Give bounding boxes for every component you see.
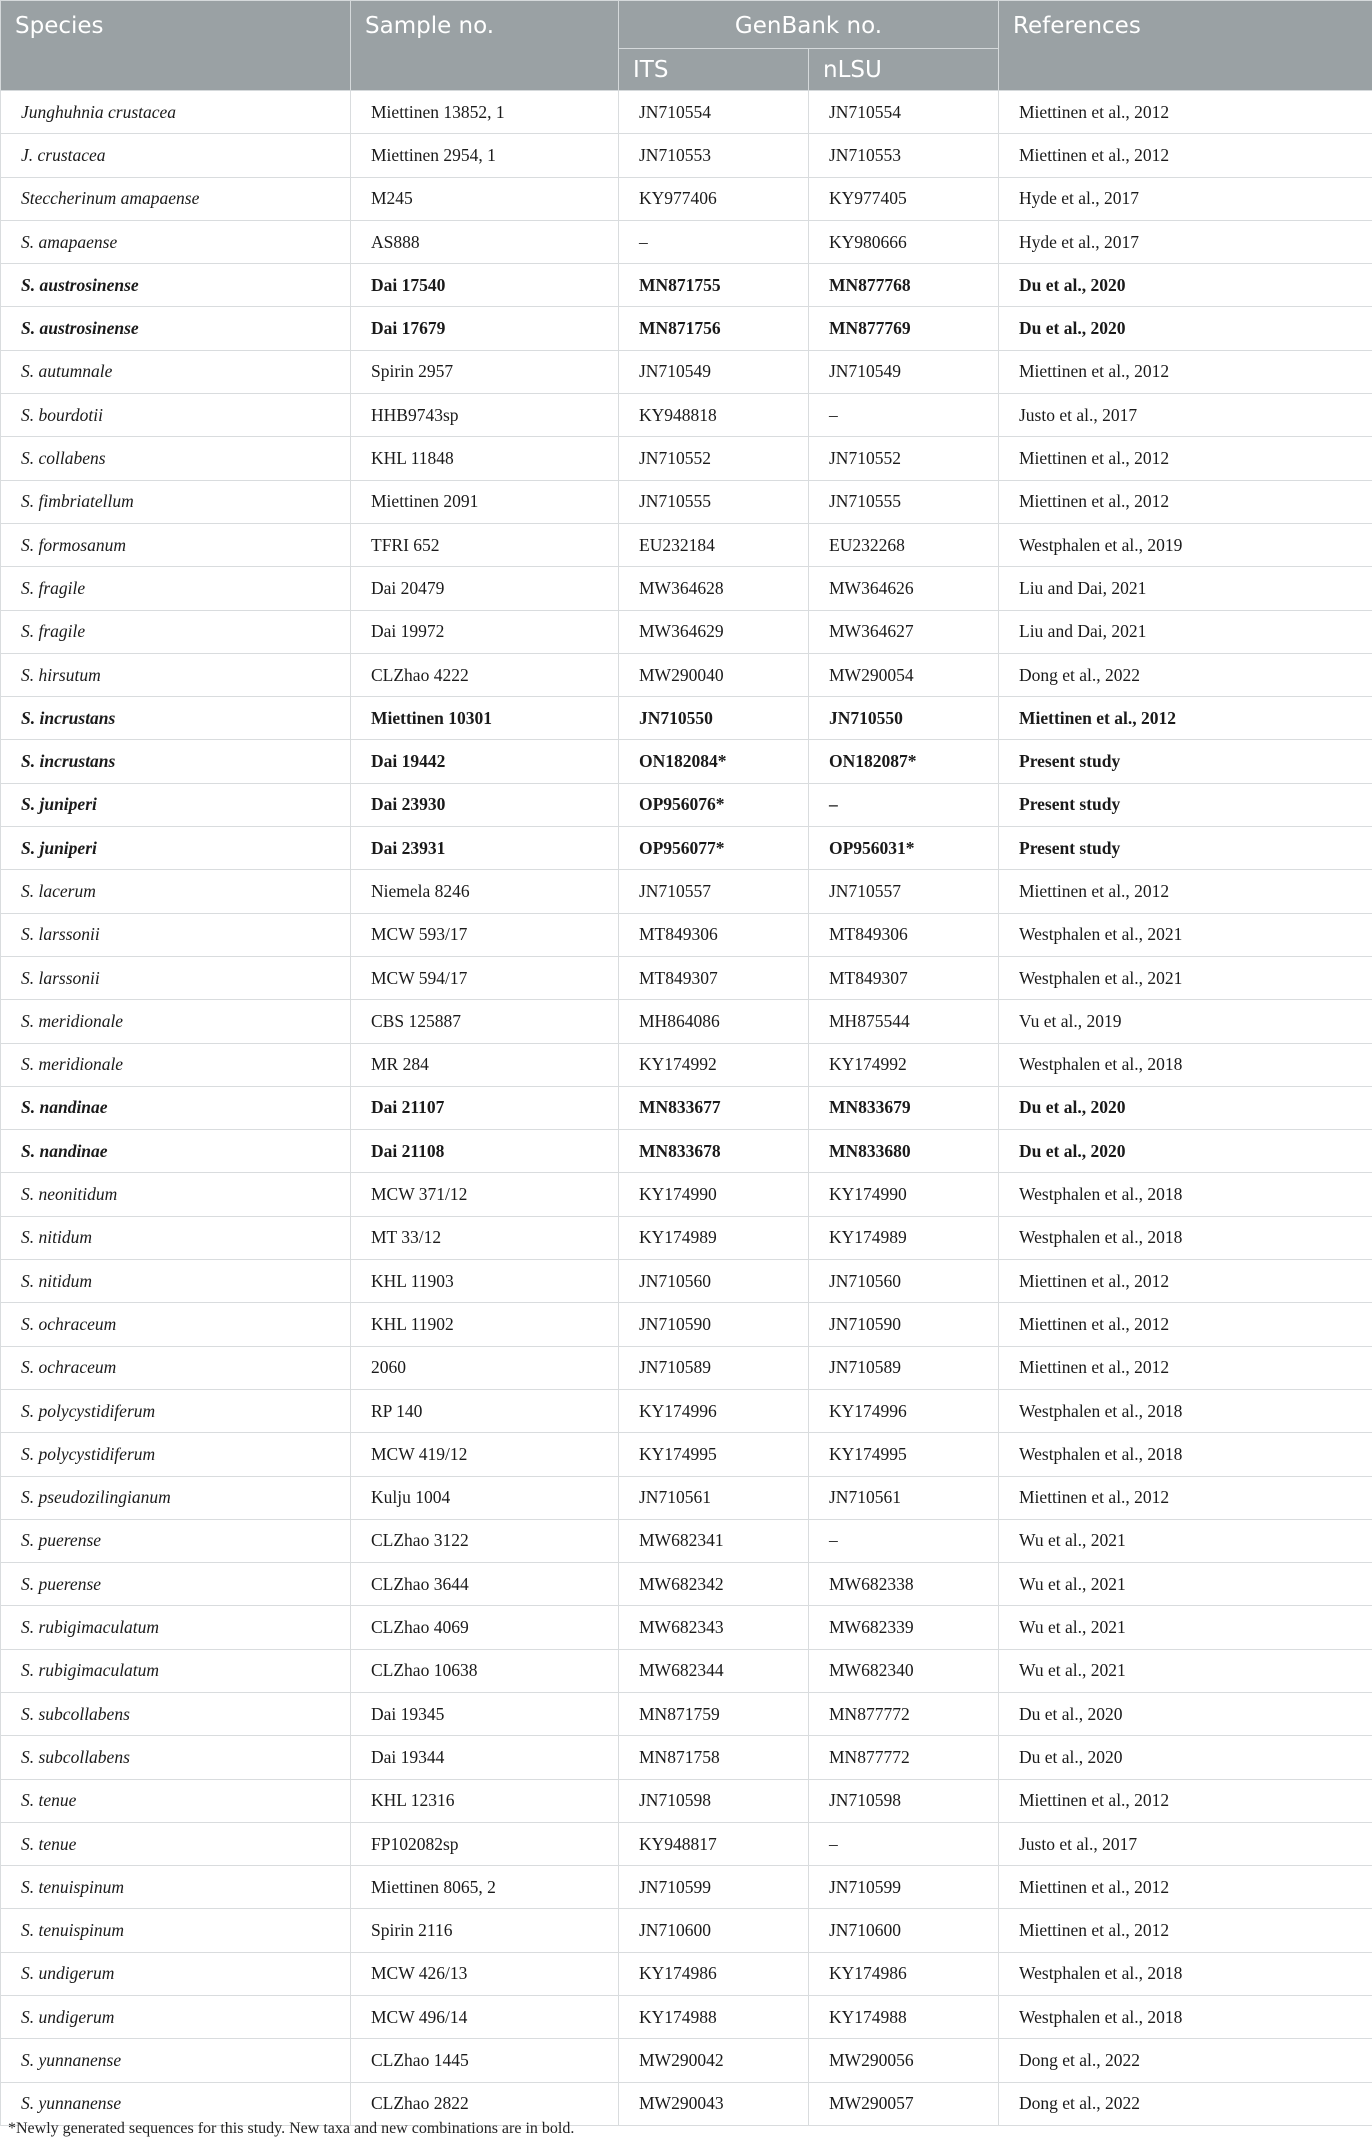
table-row [1,1260,1372,1303]
table-row [1,653,1372,696]
sample-cell: MT 33/12 [351,1216,619,1259]
reference-link[interactable]: Miettinen et al., 2012 [999,1346,1372,1389]
its-cell: JN710589 [619,1346,809,1389]
sample-cell: AS888 [351,220,619,263]
its-cell: MW682341 [619,1519,809,1562]
sample-cell: Dai 23931 [351,827,619,870]
its-cell: KY174992 [619,1043,809,1086]
nlsu-cell: KY174990 [809,1173,999,1216]
nlsu-cell: MN833679 [809,1086,999,1129]
sample-cell: Miettinen 2954, 1 [351,134,619,177]
its-cell: KY174988 [619,1996,809,2039]
table-row [1,827,1372,870]
nlsu-cell: EU232268 [809,523,999,566]
sample-cell: Dai 19345 [351,1692,619,1735]
species-cell: S. yunnanense [1,2039,351,2082]
reference-link[interactable]: Wu et al., 2021 [999,1606,1372,1649]
its-cell: MT849306 [619,913,809,956]
nlsu-cell: KY174988 [809,1996,999,2039]
sample-cell: CLZhao 1445 [351,2039,619,2082]
reference-link[interactable]: Justo et al., 2017 [999,1822,1372,1865]
sample-cell: MCW 594/17 [351,956,619,999]
table-row [1,1649,1372,1692]
its-cell: KY948817 [619,1822,809,1865]
table-row [1,1086,1372,1129]
species-cell: S. larssonii [1,913,351,956]
nlsu-cell: JN710599 [809,1866,999,1909]
its-cell: JN710549 [619,350,809,393]
species-cell: S. puerense [1,1563,351,1606]
reference-link[interactable]: Westphalen et al., 2018 [999,1043,1372,1086]
species-cell: S. collabens [1,437,351,480]
species-cell: S. juniperi [1,827,351,870]
species-cell: S. austrosinense [1,264,351,307]
header-nlsu: nLSU [809,49,999,91]
header-references: References [999,1,1372,91]
species-cell: S. hirsutum [1,653,351,696]
sample-cell: Spirin 2957 [351,350,619,393]
its-cell: KY174990 [619,1173,809,1216]
nlsu-cell: MW682338 [809,1563,999,1606]
its-cell: OP956077* [619,827,809,870]
reference-cell: Present study [999,740,1372,783]
table-row [1,1476,1372,1519]
its-cell: MW682344 [619,1649,809,1692]
its-cell: JN710560 [619,1260,809,1303]
reference-link[interactable]: Westphalen et al., 2018 [999,1433,1372,1476]
species-cell: S. nandinae [1,1086,351,1129]
its-cell: MW290042 [619,2039,809,2082]
nlsu-cell: KY174996 [809,1389,999,1432]
its-cell: MW290043 [619,2082,809,2125]
nlsu-cell: KY174995 [809,1433,999,1476]
its-cell: KY174995 [619,1433,809,1476]
its-cell: JN710553 [619,134,809,177]
reference-link[interactable]: Du et al., 2020 [999,1692,1372,1735]
species-cell: Junghuhnia crustacea [1,91,351,134]
reference-link[interactable]: Justo et al., 2017 [999,394,1372,437]
nlsu-cell: MW364626 [809,567,999,610]
reference-link[interactable]: Westphalen et al., 2018 [999,1216,1372,1259]
its-cell: MW290040 [619,653,809,696]
header-genbank: GenBank no. [619,1,999,49]
table-row [1,1519,1372,1562]
nlsu-cell: JN710549 [809,350,999,393]
its-cell: JN710561 [619,1476,809,1519]
nlsu-cell: ON182087* [809,740,999,783]
its-cell: MW364628 [619,567,809,610]
nlsu-cell: MT849307 [809,956,999,999]
sample-cell: Dai 17679 [351,307,619,350]
sample-cell: TFRI 652 [351,523,619,566]
its-cell: JN710550 [619,697,809,740]
species-cell: S. rubigimaculatum [1,1606,351,1649]
species-cell: S. tenue [1,1822,351,1865]
reference-link[interactable]: Miettinen et al., 2012 [999,134,1372,177]
species-cell: Steccherinum amapaense [1,177,351,220]
its-cell: JN710552 [619,437,809,480]
its-cell: KY174989 [619,1216,809,1259]
nlsu-cell: MW682339 [809,1606,999,1649]
reference-link[interactable]: Dong et al., 2022 [999,653,1372,696]
sample-cell: KHL 11903 [351,1260,619,1303]
its-cell: MW682342 [619,1563,809,1606]
table-row [1,1996,1372,2039]
table-row [1,1909,1372,1952]
header-sample: Sample no. [351,1,619,91]
species-cell: S. nitidum [1,1216,351,1259]
reference-link[interactable]: Wu et al., 2021 [999,1563,1372,1606]
nlsu-cell: MN877772 [809,1736,999,1779]
reference-link[interactable]: Miettinen et al., 2012 [999,1303,1372,1346]
nlsu-cell: JN710550 [809,697,999,740]
reference-link[interactable]: Dong et al., 2022 [999,2039,1372,2082]
reference-link[interactable]: Miettinen et al., 2012 [999,1260,1372,1303]
table-row [1,567,1372,610]
table-row [1,1216,1372,1259]
table-row [1,1173,1372,1216]
sample-cell: MCW 593/17 [351,913,619,956]
sample-cell: CLZhao 10638 [351,1649,619,1692]
species-cell: S. rubigimaculatum [1,1649,351,1692]
sample-cell: Niemela 8246 [351,870,619,913]
species-cell: S. neonitidum [1,1173,351,1216]
sample-cell: Spirin 2116 [351,1909,619,1952]
reference-link[interactable]: Hyde et al., 2017 [999,177,1372,220]
table-row [1,1433,1372,1476]
table-row [1,1563,1372,1606]
nlsu-cell: OP956031* [809,827,999,870]
table-row [1,913,1372,956]
its-cell: – [619,220,809,263]
reference-link[interactable]: Liu and Dai, 2021 [999,567,1372,610]
table-header [1,1,1372,91]
nlsu-cell: KY174992 [809,1043,999,1086]
nlsu-cell: JN710561 [809,1476,999,1519]
reference-cell: Present study [999,827,1372,870]
sample-cell: Dai 21107 [351,1086,619,1129]
sample-cell: Dai 21108 [351,1130,619,1173]
table-row [1,480,1372,523]
table-row [1,437,1372,480]
nlsu-cell: MW290056 [809,2039,999,2082]
its-cell: JN710599 [619,1866,809,1909]
species-cell: S. tenuispinum [1,1866,351,1909]
sample-cell: 2060 [351,1346,619,1389]
table-row [1,870,1372,913]
table-row [1,2039,1372,2082]
species-cell: S. amapaense [1,220,351,263]
table-row [1,91,1372,134]
species-cell: S. juniperi [1,783,351,826]
header-its: ITS [619,49,809,91]
reference-link[interactable]: Du et al., 2020 [999,307,1372,350]
nlsu-cell: MH875544 [809,1000,999,1043]
nlsu-cell: MN877769 [809,307,999,350]
sample-cell: CLZhao 3122 [351,1519,619,1562]
nlsu-cell: JN710589 [809,1346,999,1389]
reference-link[interactable]: Miettinen et al., 2012 [999,91,1372,134]
its-cell: JN710555 [619,480,809,523]
table-row [1,697,1372,740]
table-row [1,220,1372,263]
sample-cell: Dai 19344 [351,1736,619,1779]
nlsu-cell: MW682340 [809,1649,999,1692]
nlsu-cell: JN710552 [809,437,999,480]
reference-link[interactable]: Miettinen et al., 2012 [999,1779,1372,1822]
species-cell: S. bourdotii [1,394,351,437]
table-row [1,1779,1372,1822]
sample-cell: HHB9743sp [351,394,619,437]
nlsu-cell: JN710553 [809,134,999,177]
species-cell: S. pseudozilingianum [1,1476,351,1519]
table-row [1,1000,1372,1043]
its-cell: JN710554 [619,91,809,134]
table-row [1,307,1372,350]
reference-link[interactable]: Du et al., 2020 [999,1130,1372,1173]
sample-cell: KHL 12316 [351,1779,619,1822]
species-cell: S. tenue [1,1779,351,1822]
table-row [1,956,1372,999]
reference-link[interactable]: Du et al., 2020 [999,264,1372,307]
sample-cell: Miettinen 13852, 1 [351,91,619,134]
table-row [1,1346,1372,1389]
reference-link[interactable]: Westphalen et al., 2021 [999,913,1372,956]
reference-link[interactable]: Du et al., 2020 [999,1086,1372,1129]
table-row [1,740,1372,783]
species-cell: S. ochraceum [1,1346,351,1389]
species-cell: S. fimbriatellum [1,480,351,523]
table-row [1,610,1372,653]
table-row [1,1389,1372,1432]
sample-cell: MCW 371/12 [351,1173,619,1216]
species-cell: S. autumnale [1,350,351,393]
species-cell: S. meridionale [1,1043,351,1086]
its-cell: MN871759 [619,1692,809,1735]
reference-link[interactable]: Westphalen et al., 2019 [999,523,1372,566]
species-cell: S. subcollabens [1,1736,351,1779]
its-cell: MN871755 [619,264,809,307]
species-cell: S. polycystidiferum [1,1433,351,1476]
reference-link[interactable]: Miettinen et al., 2012 [999,437,1372,480]
table-row [1,134,1372,177]
species-cell: S. polycystidiferum [1,1389,351,1432]
reference-link[interactable]: Miettinen et al., 2012 [999,1476,1372,1519]
table-row [1,394,1372,437]
nlsu-cell: KY174989 [809,1216,999,1259]
its-cell: MN871758 [619,1736,809,1779]
reference-link[interactable]: Westphalen et al., 2021 [999,956,1372,999]
table-row [1,350,1372,393]
nlsu-cell: – [809,394,999,437]
sample-cell: Miettinen 2091 [351,480,619,523]
sample-cell: CLZhao 3644 [351,1563,619,1606]
sample-cell: CLZhao 4069 [351,1606,619,1649]
its-cell: KY948818 [619,394,809,437]
its-cell: ON182084* [619,740,809,783]
table-row [1,1303,1372,1346]
nlsu-cell: MN877772 [809,1692,999,1735]
species-cell: S. yunnanense [1,2082,351,2125]
species-cell: S. meridionale [1,1000,351,1043]
sample-cell: KHL 11902 [351,1303,619,1346]
species-cell: S. formosanum [1,523,351,566]
nlsu-cell: MN877768 [809,264,999,307]
nlsu-cell: JN710554 [809,91,999,134]
sample-cell: MCW 496/14 [351,1996,619,2039]
nlsu-cell: MW290054 [809,653,999,696]
its-cell: JN710590 [619,1303,809,1346]
nlsu-cell: KY980666 [809,220,999,263]
reference-link[interactable]: Miettinen et al., 2012 [999,870,1372,913]
reference-link[interactable]: Hyde et al., 2017 [999,220,1372,263]
sample-cell: Kulju 1004 [351,1476,619,1519]
nlsu-cell: MN833680 [809,1130,999,1173]
table-row [1,1692,1372,1735]
sample-cell: Dai 19442 [351,740,619,783]
nlsu-cell: JN710555 [809,480,999,523]
its-cell: EU232184 [619,523,809,566]
nlsu-cell: KY174986 [809,1952,999,1995]
species-cell: J. crustacea [1,134,351,177]
its-cell: MW682343 [619,1606,809,1649]
reference-link[interactable]: Westphalen et al., 2018 [999,1952,1372,1995]
reference-link[interactable]: Vu et al., 2019 [999,1000,1372,1043]
reference-link[interactable]: Miettinen et al., 2012 [999,1866,1372,1909]
its-cell: OP956076* [619,783,809,826]
species-cell: S. ochraceum [1,1303,351,1346]
sample-cell: RP 140 [351,1389,619,1432]
sample-cell: M245 [351,177,619,220]
species-cell: S. subcollabens [1,1692,351,1735]
reference-link[interactable]: Westphalen et al., 2018 [999,1389,1372,1432]
nlsu-cell: MW290057 [809,2082,999,2125]
sample-cell: CLZhao 4222 [351,653,619,696]
nlsu-cell: KY977405 [809,177,999,220]
nlsu-cell: JN710560 [809,1260,999,1303]
species-cell: S. austrosinense [1,307,351,350]
its-cell: MN833678 [619,1130,809,1173]
sample-cell: KHL 11848 [351,437,619,480]
species-cell: S. lacerum [1,870,351,913]
its-cell: MH864086 [619,1000,809,1043]
species-cell: S. undigerum [1,1996,351,2039]
species-cell: S. puerense [1,1519,351,1562]
reference-link[interactable]: Westphalen et al., 2018 [999,1173,1372,1216]
nlsu-cell: – [809,1519,999,1562]
species-cell: S. fragile [1,567,351,610]
sample-cell: Dai 17540 [351,264,619,307]
table-row [1,1043,1372,1086]
species-cell: S. undigerum [1,1952,351,1995]
its-cell: KY174996 [619,1389,809,1432]
sample-cell: Miettinen 10301 [351,697,619,740]
sample-cell: FP102082sp [351,1822,619,1865]
table-row [1,1606,1372,1649]
nlsu-cell: – [809,783,999,826]
its-cell: MW364629 [619,610,809,653]
sample-cell: Dai 23930 [351,783,619,826]
reference-link[interactable]: Miettinen et al., 2012 [999,350,1372,393]
species-cell: S. larssonii [1,956,351,999]
reference-link[interactable]: Dong et al., 2022 [999,2082,1372,2125]
species-cell: S. incrustans [1,740,351,783]
its-cell: JN710598 [619,1779,809,1822]
reference-link[interactable]: Miettinen et al., 2012 [999,1909,1372,1952]
its-cell: JN710600 [619,1909,809,1952]
table-row [1,1866,1372,1909]
species-cell: S. tenuispinum [1,1909,351,1952]
table-footnote: *Newly generated sequences for this study. New taxa and new combinations are in bold. [8,2120,575,2137]
table-row [1,2082,1372,2125]
reference-link[interactable]: Miettinen et al., 2012 [999,480,1372,523]
reference-link[interactable]: Du et al., 2020 [999,1736,1372,1779]
table-row [1,1736,1372,1779]
table-row [1,523,1372,566]
its-cell: MN833677 [619,1086,809,1129]
its-cell: KY174986 [619,1952,809,1995]
reference-link[interactable]: Wu et al., 2021 [999,1519,1372,1562]
table-row [1,783,1372,826]
its-cell: KY977406 [619,177,809,220]
sample-cell: CBS 125887 [351,1000,619,1043]
reference-link[interactable]: Liu and Dai, 2021 [999,610,1372,653]
sample-cell: MR 284 [351,1043,619,1086]
reference-cell: Present study [999,783,1372,826]
table-row [1,177,1372,220]
table-row [1,1130,1372,1173]
sample-cell: CLZhao 2822 [351,2082,619,2125]
sample-cell: MCW 426/13 [351,1952,619,1995]
sample-cell: MCW 419/12 [351,1433,619,1476]
species-cell: S. incrustans [1,697,351,740]
nlsu-cell: – [809,1822,999,1865]
species-cell: S. fragile [1,610,351,653]
reference-link[interactable]: Miettinen et al., 2012 [999,697,1372,740]
reference-link[interactable]: Wu et al., 2021 [999,1649,1372,1692]
header-species: Species [1,1,351,91]
species-cell: S. nandinae [1,1130,351,1173]
nlsu-cell: JN710557 [809,870,999,913]
nlsu-cell: JN710600 [809,1909,999,1952]
sample-cell: Miettinen 8065, 2 [351,1866,619,1909]
nlsu-cell: JN710590 [809,1303,999,1346]
table-row [1,264,1372,307]
sample-cell: Dai 19972 [351,610,619,653]
species-cell: S. nitidum [1,1260,351,1303]
reference-link[interactable]: Westphalen et al., 2018 [999,1996,1372,2039]
its-cell: MN871756 [619,307,809,350]
nlsu-cell: MT849306 [809,913,999,956]
table-body [1,91,1372,2126]
sample-cell: Dai 20479 [351,567,619,610]
nlsu-cell: MW364627 [809,610,999,653]
table-row [1,1822,1372,1865]
nlsu-cell: JN710598 [809,1779,999,1822]
its-cell: MT849307 [619,956,809,999]
table-row [1,1952,1372,1995]
its-cell: JN710557 [619,870,809,913]
